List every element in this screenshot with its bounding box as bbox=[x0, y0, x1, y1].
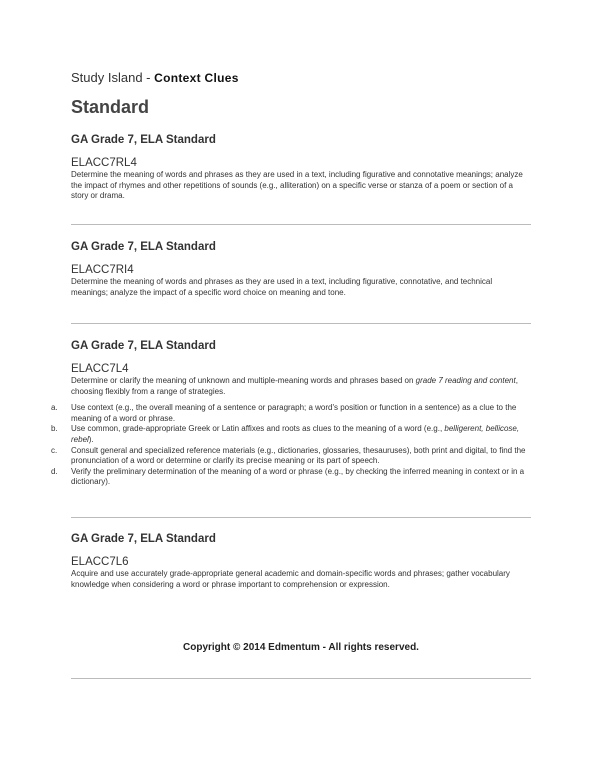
topic-name: Context Clues bbox=[154, 71, 239, 85]
app-name: Study Island bbox=[71, 70, 143, 85]
description-text: Determine or clarify the meaning of unknown and multiple-meaning words and phrases based on bbox=[71, 376, 416, 385]
standard-code: ELACC7L6 bbox=[71, 556, 129, 568]
list-item bbox=[51, 467, 531, 488]
section-divider bbox=[71, 517, 531, 518]
standard-description: Determine the meaning of words and phrases as they are used in a text, including figurative, connotative, and technical meanings; analyze the impact of a specific word choice on meaning and tone. bbox=[71, 277, 493, 297]
standard-code: ELACC7RI4 bbox=[71, 264, 134, 276]
list-item-emphasis: belligerent, bellicose, rebel bbox=[71, 424, 520, 444]
copyright-notice: Copyright © 2014 Edmentum - All rights reserved. bbox=[183, 642, 419, 653]
footer-divider bbox=[71, 678, 531, 679]
list-item-text: Use context (e.g., the overall meaning of a sentence or paragraph; a word's position or function in a sentence) as a clue to the meaning of a word or phrase. bbox=[71, 403, 517, 423]
list-marker: c. bbox=[51, 445, 58, 455]
list-marker: b. bbox=[51, 424, 58, 434]
section-divider bbox=[71, 323, 531, 324]
standard-code: ELACC7RL4 bbox=[71, 157, 137, 169]
document-header bbox=[71, 70, 239, 85]
standard-description: Acquire and use accurately grade-appropriate general academic and domain-specific words and phrases; gather vocabulary knowledge when considering a word or phrase important to comprehension or expression. bbox=[71, 569, 510, 589]
standard-section bbox=[71, 241, 531, 298]
section-heading: GA Grade 7, ELA Standard bbox=[71, 134, 216, 146]
list-item-text: ). bbox=[88, 434, 94, 444]
section-heading: GA Grade 7, ELA Standard bbox=[71, 241, 216, 253]
strategy-list bbox=[51, 403, 531, 488]
standard-description: Determine the meaning of words and phrases as they are used in a text, including figurative and connotative meanings; analyze the impact of rhymes and other repetitions of sounds (e.g., alliteration) on a specific verse or stanza of a poem or section of a story or drama. bbox=[71, 170, 523, 201]
list-item bbox=[51, 446, 531, 467]
description-text: , choosing flexibly from a range of strategies. bbox=[71, 376, 518, 396]
list-item-text: Verify the preliminary determination of the meaning of a word or phrase (e.g., by checking the inferred meaning in context or in a dictionary). bbox=[71, 466, 525, 487]
list-item-text: Use common, grade-appropriate Greek or Latin affixes and roots as clues to the meaning of a word (e.g., bbox=[71, 424, 445, 434]
page-title: Standard bbox=[71, 97, 150, 117]
standard-description bbox=[71, 376, 531, 397]
section-heading: GA Grade 7, ELA Standard bbox=[71, 340, 216, 352]
standard-code: ELACC7L4 bbox=[71, 363, 129, 375]
standard-section bbox=[71, 533, 531, 590]
standard-section bbox=[51, 340, 531, 488]
section-heading: GA Grade 7, ELA Standard bbox=[71, 533, 216, 545]
description-emphasis: grade 7 reading and content bbox=[415, 376, 516, 385]
list-marker: a. bbox=[51, 403, 58, 413]
list-marker: d. bbox=[51, 466, 58, 476]
header-separator: - bbox=[142, 70, 155, 85]
standard-section bbox=[71, 134, 531, 202]
list-item-text: Consult general and specialized reference materials (e.g., dictionaries, glossaries, thesauruses), both print and digital, to find the pronunciation of a word or determine or clarify its precise meaning or its part of speech. bbox=[71, 445, 526, 466]
section-divider bbox=[71, 224, 531, 225]
list-item bbox=[51, 424, 531, 445]
list-item bbox=[51, 403, 531, 424]
